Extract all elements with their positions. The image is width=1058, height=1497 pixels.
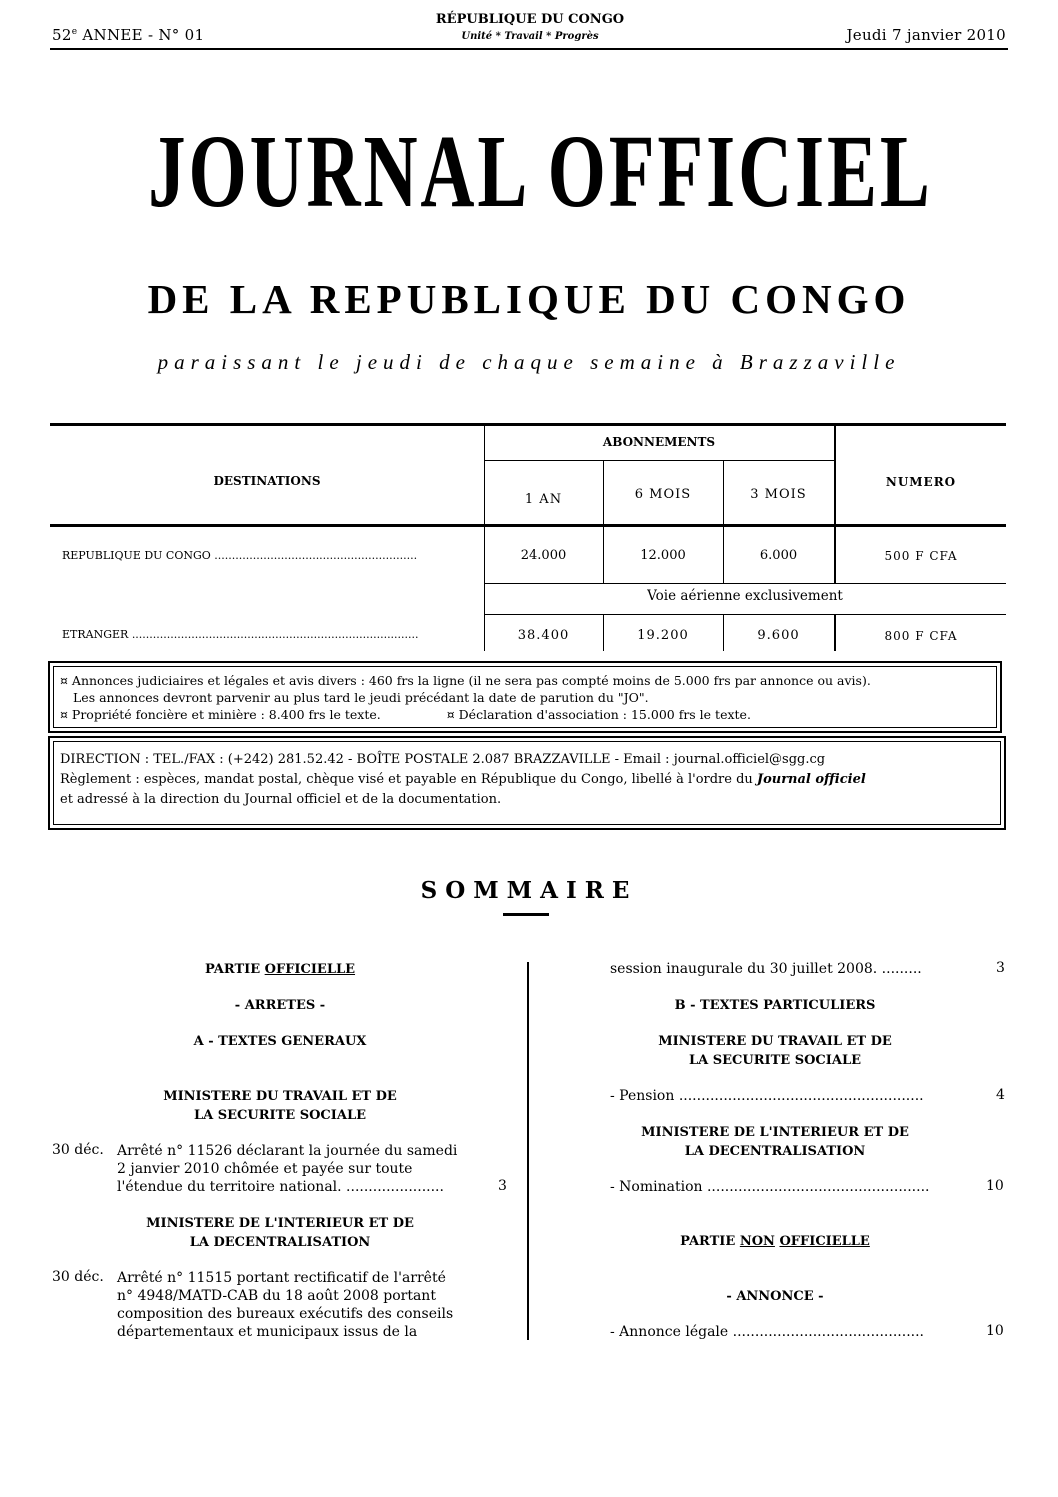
notice-association: ¤ Déclaration d'association : 15.000 frs le texte.	[446, 707, 751, 722]
entry-2-text: Arrêté n° 11515 portant rectificatif de l'arrêté n° 4948/MATD-CAB du 18 août 2008 portant composition des bureaux exécutifs des conseils départementaux et municipaux issus de la	[117, 1270, 454, 1340]
numero-header: NUMERO	[885, 475, 957, 489]
direction-payment: Règlement : espèces, mandat postal, chèque visé et payable en République du Congo, libellé à l'ordre du Journal officiel	[60, 772, 866, 787]
issue-date: Jeudi 7 janvier 2010	[846, 26, 1006, 44]
entry-1-text: Arrêté n° 11526 déclarant la journée du samedi 2 janvier 2010 chômée et payée sur toute l'étendue du territoire national. ......................	[117, 1143, 458, 1195]
arretes-heading: - ARRETES -	[234, 998, 326, 1013]
journal-subtitle: DE LA REPUBLIQUE DU CONGO	[147, 276, 911, 322]
entry-1-date: 30 déc.	[52, 1142, 104, 1158]
abonnements-header: ABONNEMENTS	[602, 435, 716, 449]
nomination-page: 10	[986, 1178, 1004, 1194]
row-congo-numero: 500 F CFA	[884, 549, 958, 563]
annonce-legale-page: 10	[986, 1323, 1004, 1339]
partie-non-officielle-heading: PARTIE NON OFFICIELLE	[680, 1234, 870, 1249]
row-etranger-numero: 800 F CFA	[884, 629, 958, 643]
notice-line-2: Les annonces devront parvenir au plus tard le jeudi précédant la date de parution du "JO".	[73, 690, 649, 705]
sommaire-title: SOMMAIRE	[420, 877, 638, 904]
sommaire-rule	[503, 913, 549, 916]
col-1-an: 1 AN	[524, 492, 563, 507]
direction-contact: DIRECTION : TEL./FAX : (+242) 281.52.42 - BOÎTE POSTALE 2.087 BRAZZAVILLE - Email : journal.officiel@sgg.cg	[60, 752, 826, 767]
pension-page: 4	[996, 1087, 1005, 1103]
row-congo-destination: REPUBLIQUE DU CONGO ..........................................................	[62, 549, 418, 562]
column-divider	[527, 962, 529, 1340]
col-6-mois: 6 MOIS	[634, 487, 692, 502]
textes-particuliers-heading: B - TEXTES PARTICULIERS	[674, 998, 876, 1013]
entry-2-continuation: session inaugurale du 30 juillet 2008. .........	[610, 961, 922, 977]
notice-line-1: ¤ Annonces judiciaires et légales et avis divers : 460 frs la ligne (il ne sera pas compté moins de 5.000 frs par annonce ou avis).	[60, 673, 871, 688]
notices-box	[48, 661, 1002, 733]
direction-address: et adressé à la direction du Journal officiel et de la documentation.	[60, 792, 502, 807]
journal-officiel-emph: Journal officiel	[756, 772, 866, 787]
ministry-travail-heading-right: MINISTERE DU TRAVAIL ET DE LA SECURITE SOCIALE	[658, 1034, 892, 1068]
row-congo-1an: 24.000	[520, 548, 567, 563]
republic-label: RÉPUBLIQUE DU CONGO	[435, 12, 625, 27]
journal-title: JOURNAL OFFICIEL	[148, 114, 933, 229]
entry-2-page: 3	[996, 960, 1005, 976]
destinations-header: DESTINATIONS	[213, 474, 321, 488]
partie-officielle-heading: PARTIE OFFICIELLE	[204, 962, 356, 977]
air-note: Voie aérienne exclusivement	[647, 588, 843, 604]
pension-entry: - Pension .......................................................	[610, 1088, 924, 1104]
annonce-legale-entry: - Annonce légale ...........................................	[610, 1324, 924, 1340]
header-center	[380, 12, 680, 42]
row-congo-6mois: 12.000	[640, 548, 686, 563]
motto: Unité * Travail * Progrès	[461, 31, 599, 42]
col-3-mois: 3 MOIS	[750, 487, 807, 502]
annonce-heading: - ANNONCE -	[726, 1289, 824, 1304]
row-etranger-1an: 38.400	[517, 628, 570, 643]
row-etranger-6mois: 19.200	[637, 628, 689, 643]
entry-1-page: 3	[498, 1178, 507, 1194]
ministry-interieur-heading-left: MINISTERE DE L'INTERIEUR ET DE LA DECENTRALISATION	[146, 1216, 414, 1250]
journal-tagline: paraissant le jeudi de chaque semaine à Brazzaville	[157, 350, 901, 374]
ministry-travail-heading-left: MINISTERE DU TRAVAIL ET DE LA SECURITE SOCIALE	[163, 1089, 397, 1123]
row-etranger-3mois: 9.600	[757, 628, 800, 643]
row-congo-3mois: 6.000	[759, 548, 798, 563]
subscription-table	[50, 423, 1006, 651]
header-rule	[50, 48, 1008, 50]
entry-2-date: 30 déc.	[52, 1269, 104, 1285]
ministry-interieur-heading-right: MINISTERE DE L'INTERIEUR ET DE LA DECENTRALISATION	[641, 1125, 909, 1159]
notice-propriete: ¤ Propriété foncière et minière : 8.400 frs le texte.	[60, 707, 381, 722]
notice-line-3	[60, 706, 990, 723]
textes-generaux-heading: A - TEXTES GENERAUX	[193, 1034, 367, 1049]
row-etranger-destination: ETRANGER ..................................................................................	[62, 628, 419, 641]
issue-number: 52e ANNEE - N° 01	[52, 26, 205, 44]
direction-box	[48, 736, 1006, 830]
nomination-entry: - Nomination ..................................................	[610, 1179, 930, 1195]
